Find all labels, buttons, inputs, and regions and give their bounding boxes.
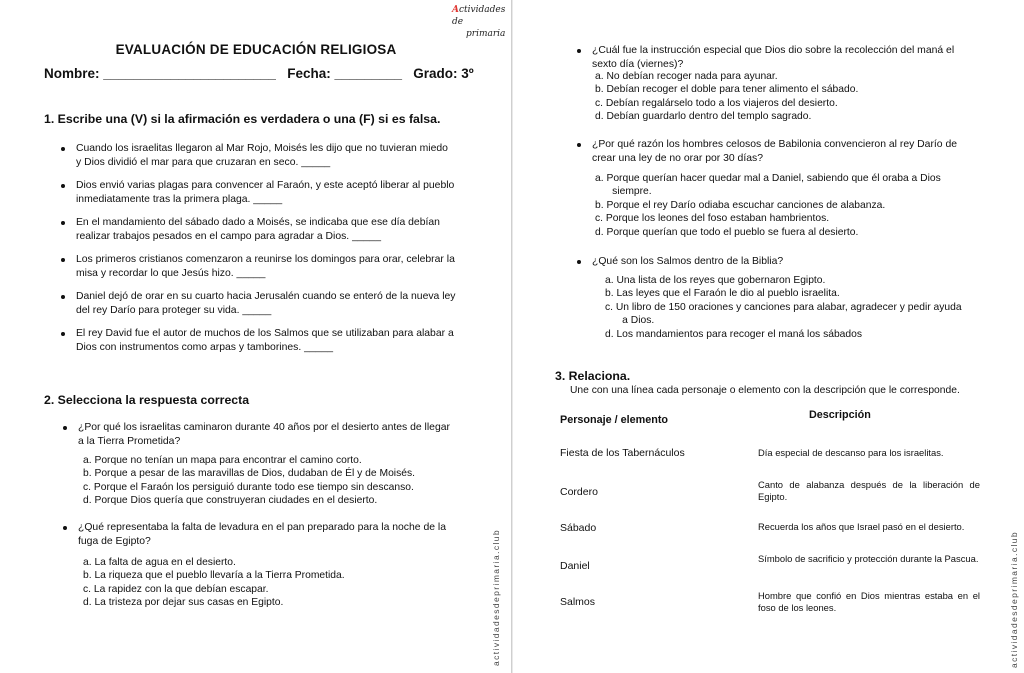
match-left-item: Fiesta de los Tabernáculos: [560, 447, 685, 459]
option: d. Porque Dios quería que construyeran ciudades en el desierto.: [83, 495, 378, 507]
question-options: [83, 454, 415, 508]
option: b. Porque el rey Darío odiaba escuchar canciones de alabanza.: [595, 199, 886, 211]
section-2-title: 2. Selecciona la respuesta correcta: [44, 393, 250, 407]
question: ¿Cuál fue la instrucción especial que Dios dio sobre la recolección del maná el sexto día (viernes)?: [592, 45, 955, 70]
tf-item: En el mandamiento del sábado dado a Moisés, se indicaba que ese día debían realizar trabajos pesados en el campo para agradar a Dios. _____: [76, 217, 440, 242]
match-left-item: Salmos: [560, 596, 596, 608]
option: siempre.: [595, 186, 652, 198]
logo: [452, 4, 508, 40]
question: ¿Por qué los israelitas caminaron durante 40 años por el desierto antes de llegar a la Tierra Prometida?: [78, 422, 450, 447]
section-3-title: 3. Relaciona.: [555, 369, 631, 383]
option: a. Porque no tenían un mapa para encontrar el camino corto.: [83, 455, 362, 466]
option: a. Una lista de los reyes que gobernaron Egipto.: [605, 275, 826, 286]
option: a. La falta de agua en el desierto.: [83, 557, 236, 568]
tf-item: Los primeros cristianos comenzaron a reunirse los domingos para orar, celebrar la misa y recordar lo que Jesús hizo. _____: [76, 254, 455, 279]
option: c. Porque los leones del foso estaban hambrientos.: [595, 213, 830, 225]
question-options: [83, 556, 345, 610]
section-3-instructions: Une con una línea cada personaje o elemento con la descripción que le corresponde.: [570, 385, 960, 396]
column-header-descripcion: Descripción: [809, 409, 871, 421]
option: d. Porque querían que todo el pueblo se fuera al desierto.: [595, 226, 859, 238]
match-left-item: Cordero: [560, 486, 598, 498]
option: b. Debían recoger el doble para tener alimento el sábado.: [595, 84, 859, 96]
option: d. Los mandamientos para recoger el maná los sábados: [605, 328, 862, 340]
option: a Dios.: [605, 315, 655, 327]
option: b. La riqueza que el pueblo llevaría a la Tierra Prometida.: [83, 570, 345, 582]
tf-item: Dios envió varias plagas para convencer al Faraón, y este aceptó liberar al pueblo inmediatamente tras la primera plaga. _____: [76, 180, 455, 205]
option: b. Las leyes que el Faraón le dio al pueblo israelita.: [605, 288, 840, 300]
option: c. Un libro de 150 oraciones y canciones para alabar, agradecer y pedir ayuda: [605, 301, 962, 313]
right-page: [513, 0, 1024, 673]
option: a. No debían recoger nada para ayunar.: [595, 71, 778, 82]
match-right-item: Día especial de descanso para los israelitas.: [758, 447, 944, 458]
section-1-title: 1. Escribe una (V) si la afirmación es verdadera o una (F) si es falsa.: [44, 112, 441, 126]
match-left-item: Sábado: [560, 522, 597, 534]
option: b. Porque a pesar de las maravillas de Dios, dudaban de Él y de Moisés.: [83, 468, 415, 480]
option: d. Debían guardarlo dentro del templo sagrado.: [595, 111, 812, 123]
match-right-item: Hombre que confió en Dios mientras estaba en el foso de los leones.: [758, 590, 980, 613]
question-options: [595, 172, 941, 239]
watermark: actividadesdeprimaria.club: [491, 528, 501, 666]
logo-line-1: Actividades de: [452, 5, 506, 27]
question-options: [605, 274, 962, 341]
question-options: [595, 70, 858, 124]
logo-line-2: primaria: [466, 29, 506, 39]
option: a. Porque querían hacer quedar mal a Daniel, sabiendo que él oraba a Dios: [595, 173, 941, 184]
question: ¿Qué son los Salmos dentro de la Biblia?: [592, 256, 784, 267]
watermark: actividadesdeprimaria.club: [1009, 530, 1019, 668]
option: c. Debían regalárselo todo a los viajeros del desierto.: [595, 97, 838, 109]
option: c. Porque el Faraón los persiguió durante todo ese tiempo sin descanso.: [83, 481, 414, 493]
match-right-item: Recuerda los años que Israel pasó en el desierto.: [758, 521, 965, 532]
match-left-item: Daniel: [560, 560, 590, 572]
tf-item: Daniel dejó de orar en su cuarto hacia Jerusalén cuando se enteró de la nueva ley del rey Darío para proteger su vida. _____: [76, 291, 456, 316]
tf-item: El rey David fue el autor de muchos de los Salmos que se utilizaban para alabar a Dios con instrumentos como arpas y tamborines. _____: [76, 328, 454, 353]
match-right-item: Símbolo de sacrificio y protección durante la Pascua.: [758, 553, 979, 564]
option: d. La tristeza por dejar sus casas en Egipto.: [83, 597, 284, 609]
match-right-item: Canto de alabanza después de la liberación de Egipto.: [758, 479, 980, 502]
column-header-personaje: Personaje / elemento: [560, 414, 669, 426]
page-title: EVALUACIÓN DE EDUCACIÓN RELIGIOSA: [115, 42, 397, 57]
option: c. La rapidez con la que debían escapar.: [83, 583, 269, 595]
question: ¿Por qué razón los hombres celosos de Babilonia convencieron al rey Darío de crear una ley de no orar por 30 días?: [592, 139, 958, 164]
tf-item: Cuando los israelitas llegaron al Mar Rojo, Moisés les dijo que no tuvieran miedo y Dios dividió el mar para que cruzaran en seco. _____: [76, 143, 448, 168]
student-info-line: Nombre: _______________________ Fecha: _________ Grado: 3º: [44, 66, 474, 81]
question: ¿Qué representaba la falta de levadura en el pan preparado para la noche de la fuga de Egipto?: [78, 522, 446, 547]
